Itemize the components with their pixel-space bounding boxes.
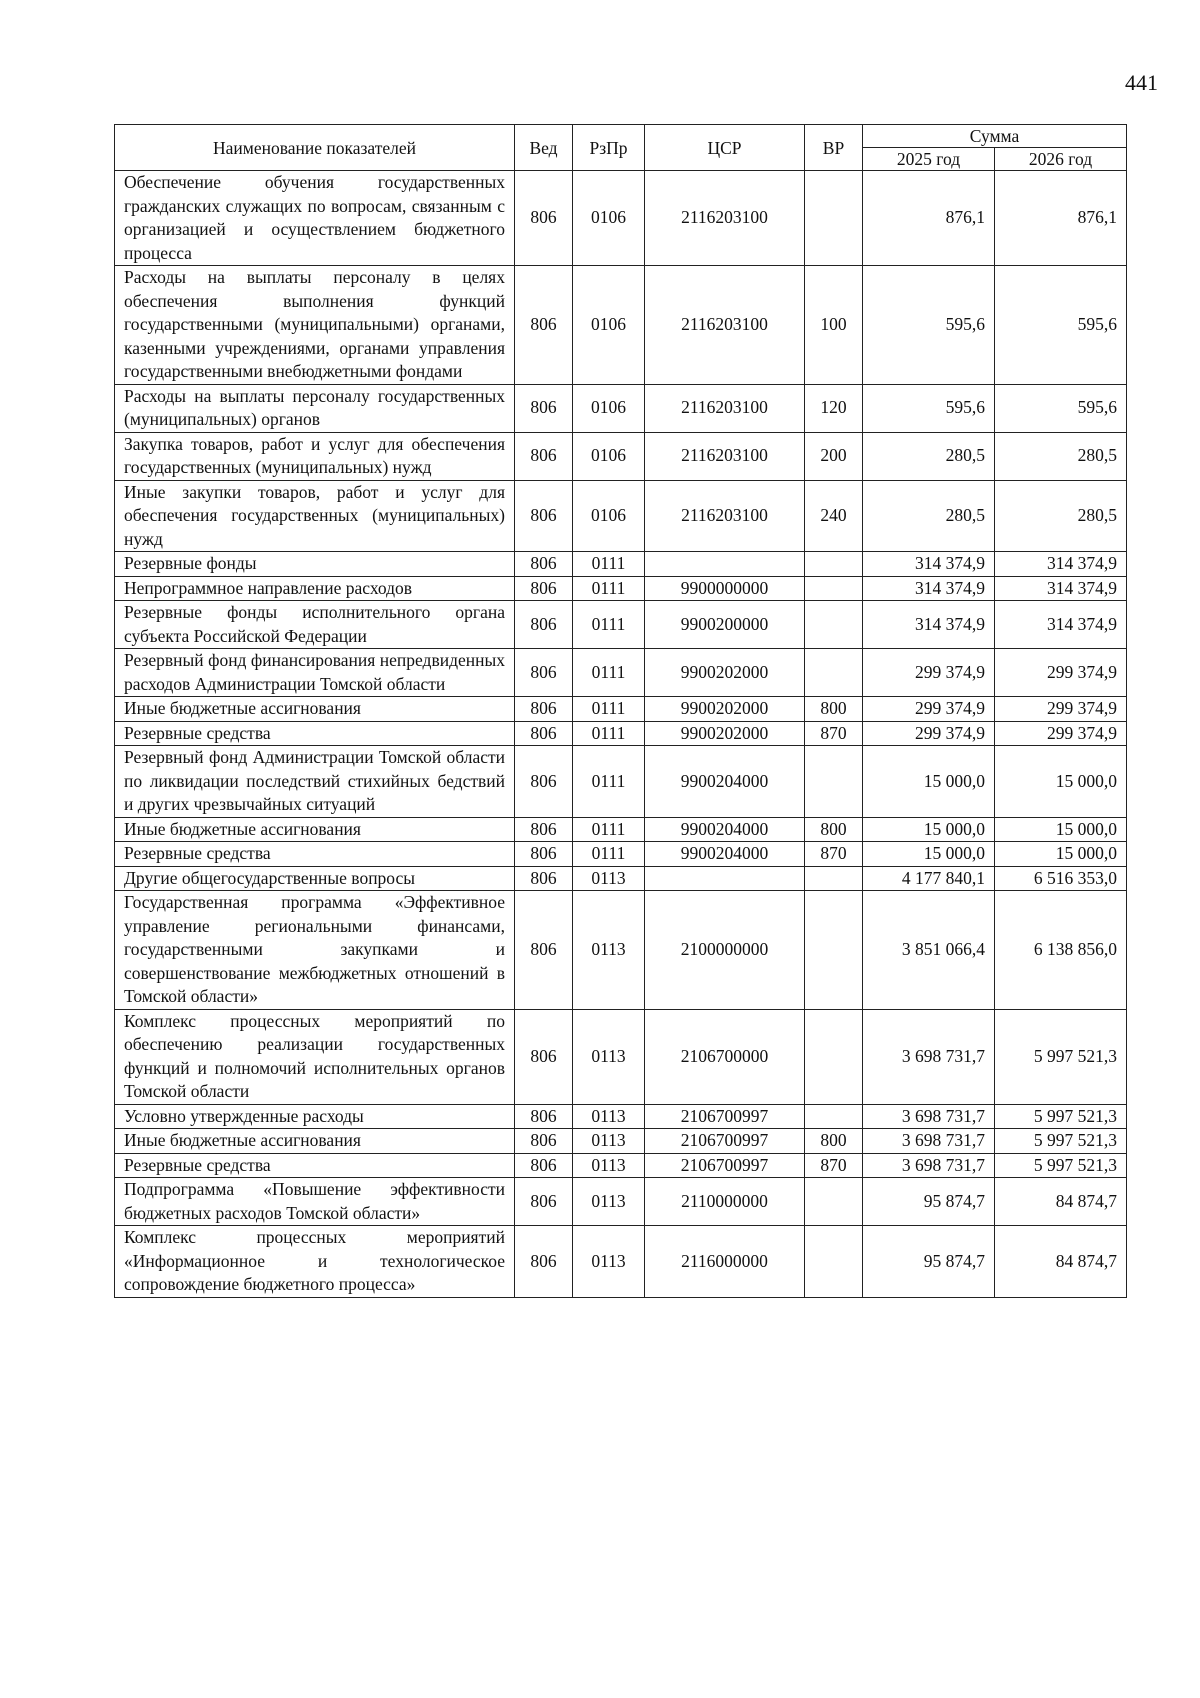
cell-name: Иные закупки товаров, работ и услуг для обеспечения государственных (муниципальных) нужд <box>115 480 515 552</box>
cell-name: Резервные средства <box>115 1153 515 1178</box>
cell-ved: 806 <box>515 1104 573 1129</box>
cell-vr: 100 <box>805 266 863 385</box>
cell-csr: 2100000000 <box>645 891 805 1010</box>
cell-ved: 806 <box>515 1009 573 1104</box>
header-rzpr: РзПр <box>573 125 645 171</box>
cell-amount-2026: 299 374,9 <box>995 649 1127 697</box>
cell-amount-2026: 5 997 521,3 <box>995 1153 1127 1178</box>
header-csr: ЦСР <box>645 125 805 171</box>
cell-ved: 806 <box>515 1153 573 1178</box>
cell-rzpr: 0106 <box>573 266 645 385</box>
cell-rzpr: 0113 <box>573 1153 645 1178</box>
cell-ved: 806 <box>515 552 573 577</box>
table-row <box>115 1129 1127 1154</box>
cell-amount-2026: 595,6 <box>995 384 1127 432</box>
cell-amount-2025: 95 874,7 <box>863 1226 995 1298</box>
cell-amount-2025: 876,1 <box>863 171 995 266</box>
cell-name: Комплекс процессных мероприятий по обеспечению реализации государственных функций и полномочий исполнительных органов Томской области <box>115 1009 515 1104</box>
cell-ved: 806 <box>515 817 573 842</box>
cell-csr: 9900204000 <box>645 746 805 818</box>
cell-csr: 2116203100 <box>645 266 805 385</box>
cell-vr: 240 <box>805 480 863 552</box>
cell-csr: 9900204000 <box>645 842 805 867</box>
cell-vr <box>805 601 863 649</box>
cell-vr <box>805 1104 863 1129</box>
cell-vr: 870 <box>805 721 863 746</box>
cell-csr: 9900204000 <box>645 817 805 842</box>
cell-ved: 806 <box>515 842 573 867</box>
cell-amount-2025: 3 698 731,7 <box>863 1104 995 1129</box>
header-name: Наименование показателей <box>115 125 515 171</box>
cell-amount-2026: 595,6 <box>995 266 1127 385</box>
cell-amount-2025: 280,5 <box>863 480 995 552</box>
cell-name: Резервные средства <box>115 721 515 746</box>
cell-name: Иные бюджетные ассигнования <box>115 1129 515 1154</box>
cell-name: Государственная программа «Эффективное управление региональными финансами, государственными закупками и совершенствование межбюджетных отношений в Томской области» <box>115 891 515 1010</box>
cell-ved: 806 <box>515 697 573 722</box>
table-row <box>115 1178 1127 1226</box>
cell-vr: 200 <box>805 432 863 480</box>
table-row <box>115 266 1127 385</box>
cell-csr: 2106700997 <box>645 1129 805 1154</box>
header-vr: ВР <box>805 125 863 171</box>
cell-ved: 806 <box>515 432 573 480</box>
cell-amount-2025: 595,6 <box>863 266 995 385</box>
table-row <box>115 384 1127 432</box>
cell-rzpr: 0113 <box>573 1104 645 1129</box>
cell-amount-2026: 280,5 <box>995 480 1127 552</box>
header-year-2025: 2025 год <box>863 148 995 171</box>
cell-amount-2026: 15 000,0 <box>995 817 1127 842</box>
table-row <box>115 601 1127 649</box>
cell-ved: 806 <box>515 1178 573 1226</box>
cell-rzpr: 0113 <box>573 891 645 1010</box>
cell-rzpr: 0113 <box>573 1178 645 1226</box>
cell-csr: 2116203100 <box>645 171 805 266</box>
cell-amount-2026: 299 374,9 <box>995 697 1127 722</box>
cell-csr: 9900202000 <box>645 697 805 722</box>
table-row <box>115 817 1127 842</box>
cell-name: Расходы на выплаты персоналу государственных (муниципальных) органов <box>115 384 515 432</box>
table-row <box>115 432 1127 480</box>
cell-rzpr: 0106 <box>573 384 645 432</box>
cell-rzpr: 0106 <box>573 432 645 480</box>
table-body <box>115 171 1127 1298</box>
cell-amount-2026: 84 874,7 <box>995 1226 1127 1298</box>
cell-ved: 806 <box>515 601 573 649</box>
cell-csr: 2106700997 <box>645 1153 805 1178</box>
table-row <box>115 866 1127 891</box>
cell-vr <box>805 1226 863 1298</box>
cell-vr: 800 <box>805 817 863 842</box>
cell-amount-2025: 15 000,0 <box>863 746 995 818</box>
cell-name: Подпрограмма «Повышение эффективности бюджетных расходов Томской области» <box>115 1178 515 1226</box>
cell-amount-2025: 314 374,9 <box>863 576 995 601</box>
cell-rzpr: 0113 <box>573 1129 645 1154</box>
cell-vr: 870 <box>805 1153 863 1178</box>
header-ved: Вед <box>515 125 573 171</box>
cell-vr: 800 <box>805 1129 863 1154</box>
cell-csr: 9900202000 <box>645 649 805 697</box>
cell-amount-2026: 280,5 <box>995 432 1127 480</box>
cell-vr <box>805 746 863 818</box>
cell-name: Резервный фонд финансирования непредвиденных расходов Администрации Томской области <box>115 649 515 697</box>
cell-rzpr: 0111 <box>573 601 645 649</box>
cell-ved: 806 <box>515 891 573 1010</box>
cell-rzpr: 0113 <box>573 1009 645 1104</box>
cell-amount-2025: 299 374,9 <box>863 721 995 746</box>
cell-vr <box>805 891 863 1010</box>
header-year-2026: 2026 год <box>995 148 1127 171</box>
cell-name: Резервный фонд Администрации Томской области по ликвидации последствий стихийных бедствий и других чрезвычайных ситуаций <box>115 746 515 818</box>
cell-rzpr: 0111 <box>573 746 645 818</box>
cell-ved: 806 <box>515 866 573 891</box>
cell-amount-2026: 15 000,0 <box>995 842 1127 867</box>
cell-name: Закупка товаров, работ и услуг для обеспечения государственных (муниципальных) нужд <box>115 432 515 480</box>
table-row <box>115 1104 1127 1129</box>
cell-csr: 2110000000 <box>645 1178 805 1226</box>
cell-vr: 870 <box>805 842 863 867</box>
cell-vr <box>805 649 863 697</box>
cell-rzpr: 0111 <box>573 697 645 722</box>
table-row <box>115 649 1127 697</box>
cell-csr <box>645 866 805 891</box>
cell-amount-2025: 4 177 840,1 <box>863 866 995 891</box>
budget-table <box>114 124 1127 1298</box>
cell-name: Расходы на выплаты персоналу в целях обеспечения выполнения функций государственными (муниципальными) органами, казенными учреждениями, органами управления государственными внебюджетными фондами <box>115 266 515 385</box>
cell-amount-2025: 3 698 731,7 <box>863 1153 995 1178</box>
cell-ved: 806 <box>515 266 573 385</box>
cell-name: Резервные фонды <box>115 552 515 577</box>
cell-rzpr: 0111 <box>573 576 645 601</box>
table-row <box>115 746 1127 818</box>
table-row <box>115 480 1127 552</box>
cell-csr: 2116000000 <box>645 1226 805 1298</box>
cell-name: Иные бюджетные ассигнования <box>115 817 515 842</box>
table-row <box>115 842 1127 867</box>
cell-csr: 9900000000 <box>645 576 805 601</box>
cell-amount-2026: 5 997 521,3 <box>995 1104 1127 1129</box>
cell-vr: 800 <box>805 697 863 722</box>
cell-rzpr: 0106 <box>573 171 645 266</box>
table-row <box>115 171 1127 266</box>
cell-csr: 2106700000 <box>645 1009 805 1104</box>
cell-csr: 9900202000 <box>645 721 805 746</box>
cell-rzpr: 0113 <box>573 866 645 891</box>
cell-vr <box>805 1178 863 1226</box>
cell-ved: 806 <box>515 1129 573 1154</box>
cell-amount-2026: 314 374,9 <box>995 552 1127 577</box>
cell-name: Условно утвержденные расходы <box>115 1104 515 1129</box>
cell-amount-2026: 876,1 <box>995 171 1127 266</box>
page-number: 441 <box>1125 70 1158 95</box>
cell-csr: 9900200000 <box>645 601 805 649</box>
cell-amount-2025: 3 698 731,7 <box>863 1129 995 1154</box>
cell-amount-2025: 314 374,9 <box>863 601 995 649</box>
cell-amount-2026: 5 997 521,3 <box>995 1009 1127 1104</box>
cell-csr: 2116203100 <box>645 384 805 432</box>
cell-name: Комплекс процессных мероприятий «Информационное и технологическое сопровождение бюджетного процесса» <box>115 1226 515 1298</box>
cell-rzpr: 0111 <box>573 842 645 867</box>
cell-ved: 806 <box>515 384 573 432</box>
cell-vr <box>805 171 863 266</box>
cell-amount-2026: 15 000,0 <box>995 746 1127 818</box>
cell-amount-2025: 299 374,9 <box>863 649 995 697</box>
cell-amount-2025: 595,6 <box>863 384 995 432</box>
cell-ved: 806 <box>515 746 573 818</box>
cell-name: Другие общегосударственные вопросы <box>115 866 515 891</box>
table-row <box>115 1153 1127 1178</box>
cell-rzpr: 0111 <box>573 552 645 577</box>
cell-amount-2025: 95 874,7 <box>863 1178 995 1226</box>
cell-amount-2025: 15 000,0 <box>863 842 995 867</box>
cell-ved: 806 <box>515 576 573 601</box>
cell-ved: 806 <box>515 649 573 697</box>
cell-amount-2026: 314 374,9 <box>995 576 1127 601</box>
table-row <box>115 721 1127 746</box>
cell-ved: 806 <box>515 480 573 552</box>
cell-name: Обеспечение обучения государственных гражданских служащих по вопросам, связанным с организацией и осуществлением бюджетного процесса <box>115 171 515 266</box>
cell-csr: 2106700997 <box>645 1104 805 1129</box>
table-row <box>115 576 1127 601</box>
cell-amount-2026: 84 874,7 <box>995 1178 1127 1226</box>
cell-ved: 806 <box>515 1226 573 1298</box>
cell-ved: 806 <box>515 171 573 266</box>
cell-rzpr: 0111 <box>573 817 645 842</box>
cell-amount-2026: 5 997 521,3 <box>995 1129 1127 1154</box>
cell-amount-2026: 6 516 353,0 <box>995 866 1127 891</box>
cell-vr <box>805 552 863 577</box>
cell-amount-2026: 299 374,9 <box>995 721 1127 746</box>
header-sum: Сумма <box>863 125 1127 148</box>
cell-csr: 2116203100 <box>645 432 805 480</box>
header-row <box>115 125 1127 148</box>
cell-csr: 2116203100 <box>645 480 805 552</box>
cell-csr <box>645 552 805 577</box>
cell-vr <box>805 1009 863 1104</box>
cell-amount-2025: 3 851 066,4 <box>863 891 995 1010</box>
cell-amount-2025: 3 698 731,7 <box>863 1009 995 1104</box>
cell-rzpr: 0113 <box>573 1226 645 1298</box>
cell-amount-2025: 15 000,0 <box>863 817 995 842</box>
table-row <box>115 891 1127 1010</box>
cell-name: Резервные средства <box>115 842 515 867</box>
cell-name: Иные бюджетные ассигнования <box>115 697 515 722</box>
cell-amount-2026: 6 138 856,0 <box>995 891 1127 1010</box>
cell-vr <box>805 866 863 891</box>
cell-vr <box>805 576 863 601</box>
cell-name: Непрограммное направление расходов <box>115 576 515 601</box>
cell-rzpr: 0106 <box>573 480 645 552</box>
table-row <box>115 697 1127 722</box>
cell-amount-2025: 280,5 <box>863 432 995 480</box>
cell-rzpr: 0111 <box>573 721 645 746</box>
cell-amount-2026: 314 374,9 <box>995 601 1127 649</box>
cell-amount-2025: 314 374,9 <box>863 552 995 577</box>
table-row <box>115 552 1127 577</box>
cell-rzpr: 0111 <box>573 649 645 697</box>
table-row <box>115 1009 1127 1104</box>
cell-name: Резервные фонды исполнительного органа субъекта Российской Федерации <box>115 601 515 649</box>
cell-ved: 806 <box>515 721 573 746</box>
cell-amount-2025: 299 374,9 <box>863 697 995 722</box>
cell-vr: 120 <box>805 384 863 432</box>
table-row <box>115 1226 1127 1298</box>
